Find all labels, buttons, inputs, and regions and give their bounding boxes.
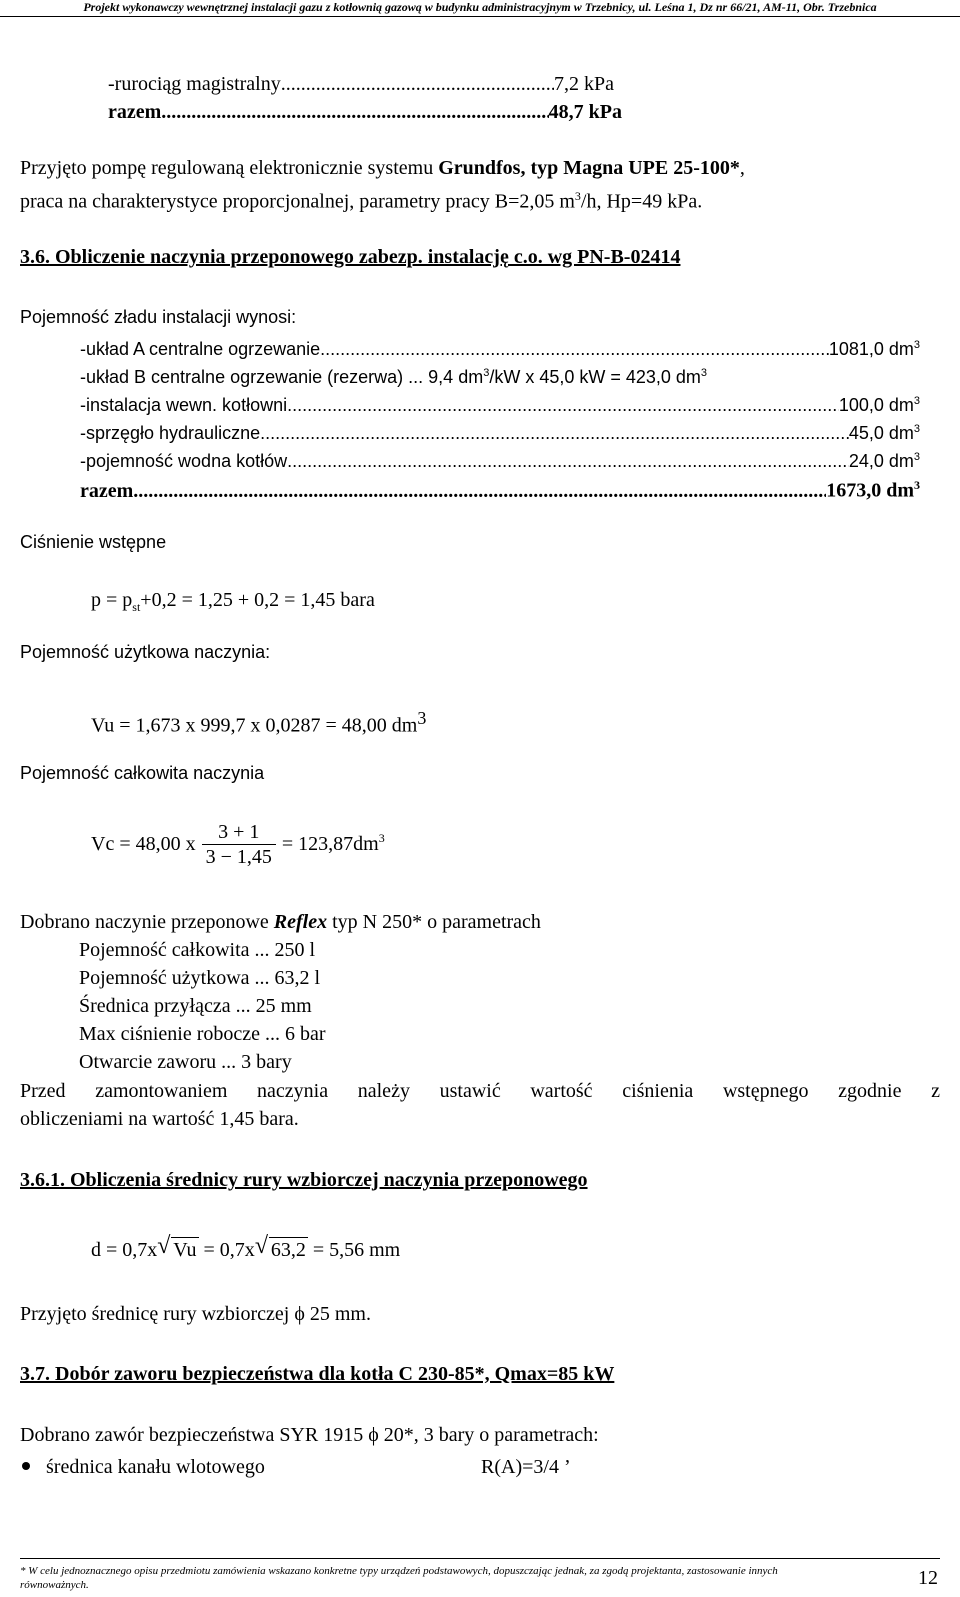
- leader-dots: [161, 100, 548, 124]
- footer-note-line-2: równoważnych.: [20, 1579, 89, 1591]
- vc-numerator: 3 + 1: [202, 820, 276, 845]
- vessel-note-line-1: Przed zamontowaniem naczynia należy ustawić wartość ciśnienia wstępnego zgodnie z: [20, 1080, 940, 1102]
- pump-model: Grundfos, typ Magna UPE 25-100*: [438, 157, 740, 179]
- vessel-param: Pojemność użytkowa ... 63,2 l: [79, 967, 321, 989]
- footer-note-line-1: * W celu jednoznacznego opisu przedmiotu zamówienia wskazano konkretne typy urządzeń podstawowych, dopuszczając jednak, za zgodą projektanta, zastosowanie innych: [20, 1565, 778, 1577]
- vessel-param: Otwarcie zaworu ... 3 bary: [79, 1051, 292, 1073]
- footer-rule: [20, 1558, 940, 1559]
- leader-dots: [287, 393, 839, 417]
- sqrt-value: √ 63,2: [269, 1237, 308, 1262]
- capacity-item-b: [80, 361, 707, 389]
- section-3-6-1-heading: 3.6.1. Obliczenia średnicy rury wzbiorczej naczynia przeponowego: [20, 1169, 588, 1191]
- capacity-total: [80, 473, 920, 503]
- bullet-icon: [22, 1462, 30, 1470]
- total-row: [108, 100, 622, 124]
- leader-dots: [133, 479, 826, 503]
- page-header: Projekt wykonawczy wewnętrznej instalacji gazu z kotłownią gazową w budynku administracyjnym w Trzebnicy, ul. Leśna 1, Dz nr 66/21, AM-11, Obr. Trzebnica: [0, 0, 960, 17]
- leader-dots: [320, 337, 829, 361]
- usable-capacity-label: Pojemność użytkowa naczynia:: [20, 642, 271, 662]
- pressure-formula: $p = p_{st}+0,2 = 1,25 + 0,2 = 1,45$ bara: [91, 589, 375, 614]
- vc-fraction: [202, 820, 276, 869]
- pipe-value: 7,2 kPa: [554, 73, 614, 95]
- pump-text: Przyjęto pompę regulowaną elektronicznie systemu: [20, 157, 439, 179]
- item-value: 100,0 $dm^3$: [838, 395, 920, 415]
- bullet-value: R(A)=3/4 ’: [481, 1456, 571, 1478]
- pipe-row: [108, 72, 614, 96]
- capacity-item-c: [80, 389, 920, 417]
- superscript: 3: [483, 367, 490, 379]
- vessel-brand: Reflex: [273, 911, 328, 933]
- total-value: 48,7 kPa: [548, 101, 622, 123]
- bullet-item: [20, 1455, 940, 1479]
- total-label: razem: [80, 479, 134, 502]
- total-capacity-label: Pojemność całkowita naczynia: [20, 763, 265, 783]
- item-value: 1081,0 $dm^3$: [828, 339, 920, 359]
- capacity-item-e: [80, 445, 920, 473]
- item-value: 24,0 $dm^3$: [848, 451, 920, 471]
- bullet-label: średnica kanału wlotowego: [46, 1456, 265, 1478]
- page-number: 12: [918, 1567, 938, 1589]
- item-label: -układ A centralne ogrzewanie: [80, 339, 321, 359]
- total-value: 1673,0 $dm^3$: [826, 478, 920, 502]
- item-label: -układ B centralne ogrzewanie (rezerwa): [80, 367, 404, 387]
- pressure-label: Ciśnienie wstępne: [20, 532, 167, 552]
- pump-comma: ,: [739, 157, 745, 179]
- superscript: 3: [574, 189, 581, 203]
- superscript: 3: [378, 831, 385, 845]
- vessel-param: Max ciśnienie robocze ... 6 bar: [79, 1023, 326, 1045]
- capacity-item-a: [80, 333, 920, 361]
- item-value: 45,0 $dm^3$: [848, 423, 920, 443]
- valve-intro: Dobrano zawór bezpieczeństwa SYR 1915 ϕ 20*, 3 bary o parametrach:: [20, 1424, 599, 1446]
- leader-dots: ...: [403, 367, 429, 387]
- superscript: 3: [700, 367, 708, 379]
- sqrt-vu: √ Vu: [171, 1237, 198, 1262]
- vessel-param: Pojemność całkowita ... 250 l: [79, 939, 316, 961]
- total-label: razem: [108, 101, 162, 123]
- pump-params: praca na charakterystyce proporcjonalnej, parametry pracy B=2,05 m: [20, 190, 575, 213]
- vc-left: Vc = 48,00 x: [91, 833, 196, 855]
- accepted-diameter: Przyjęto średnicę rury wzbiorczej ϕ 25 mm.: [20, 1303, 371, 1325]
- item-extra: /kW x 45,0 kW = 423,0 dm: [489, 367, 701, 387]
- leader-dots: [260, 421, 849, 445]
- leader-dots: [287, 449, 849, 473]
- pump-line-1: [20, 156, 745, 180]
- vessel-note-line-2: obliczeniami na wartość 1,45 bara.: [20, 1108, 299, 1130]
- capacity-item-d: [80, 417, 920, 445]
- capacity-intro: Pojemność zładu instalacji wynosi:: [20, 307, 297, 327]
- vessel-param: Średnica przyłącza ... 25 mm: [79, 995, 312, 1017]
- vc-denominator: 3 − 1,45: [205, 845, 272, 868]
- diameter-formula: d = 0,7x√ Vu = 0,7x√ 63,2 = 5,56 mm: [91, 1237, 400, 1262]
- vc-right: = 123,87dm: [281, 833, 379, 855]
- leader-dots: [281, 72, 554, 96]
- vessel-intro: Dobrano naczynie przeponowe Reflex typ N 250* o parametrach: [20, 911, 541, 933]
- section-3-7-heading: 3.7. Dobór zaworu bezpieczeństwa dla kotła C 230-85*, Qmax=85 kW: [20, 1363, 615, 1385]
- item-label: -sprzęgło hydrauliczne: [80, 423, 261, 443]
- pump-params-end: /h, Hp=49 kPa.: [580, 190, 703, 213]
- usable-capacity-formula: Vu = 1,673 x 999,7 x 0,0287 = 48,00 $dm^3$: [91, 708, 427, 737]
- vc-formula: [91, 812, 385, 876]
- section-3-6-heading: 3.6. Obliczenie naczynia przeponowego zabezp. instalację c.o. wg PN-B-02414: [20, 246, 681, 268]
- pump-line-2: [20, 184, 702, 214]
- item-label: -pojemność wodna kotłów: [80, 451, 288, 471]
- item-value: 9,4 dm: [428, 367, 484, 387]
- item-label: -instalacja wewn. kotłowni: [80, 395, 288, 415]
- pipe-label: -rurociąg magistralny: [108, 73, 281, 95]
